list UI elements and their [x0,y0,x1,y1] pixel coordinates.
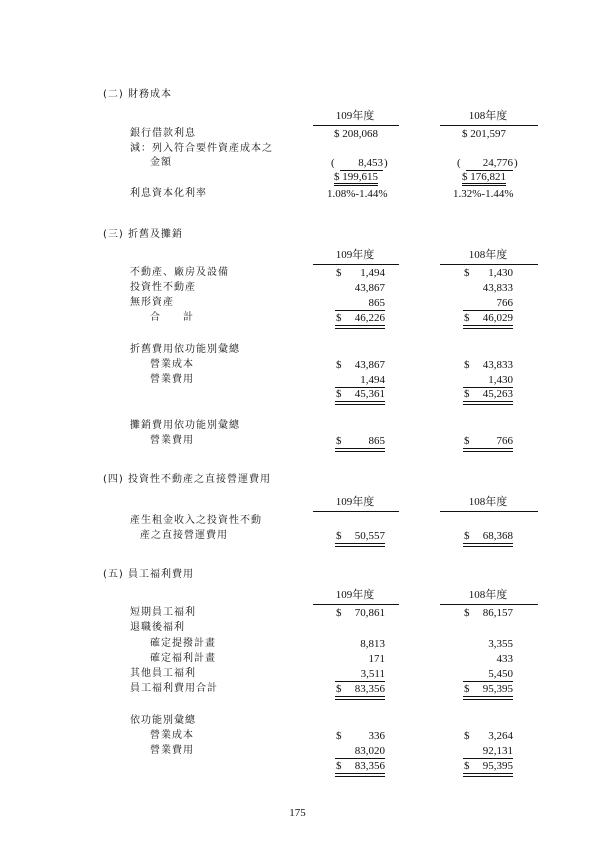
row-label: 其他員工福利 [130,668,196,679]
total-double-rule [463,401,513,405]
subtotal-rule [463,310,513,311]
subtotal-rule [335,310,385,311]
dollar-sign: $ [464,359,470,371]
paren-close: ) [514,157,518,169]
value-109: 1,494 [360,374,385,386]
column-header-108: 108年度 [468,589,508,601]
row-label: 營業成本 [150,359,194,370]
subtotal-rule [463,758,513,759]
total-double-rule [463,696,513,700]
value-109: 50,557 [354,530,385,542]
dollar-sign: $ [464,388,470,400]
header-rule [440,264,538,265]
value-109: 3,511 [360,668,385,680]
header-rule [313,264,399,265]
dollar-sign: $ [336,267,342,279]
row-label: 營業費用 [150,435,194,446]
total-double-rule [335,543,385,547]
row-label: 產之直接營運費用 [140,530,228,541]
value-108: 43,833 [482,359,513,371]
row-label: 減：列入符合要件資產成本之 [130,143,273,154]
value-108: 3,264 [488,730,513,742]
row-label: 確定提撥計畫 [150,638,216,649]
column-header-109: 109年度 [335,589,375,601]
column-header-109: 109年度 [335,249,375,261]
dollar-sign: $ [464,530,470,542]
value-108: 1,430 [488,267,513,279]
dollar-sign: $ [336,359,342,371]
row-label: 產生租金收入之投資性不動 [130,515,262,526]
dollar-sign: $ [336,530,342,542]
value-109: 336 [368,730,385,742]
value-109: 1.08%-1.44% [327,188,388,200]
dollar-sign: $ [336,760,342,772]
value-108: 433 [496,653,513,665]
row-label: 折舊費用依功能別彙總 [130,344,240,355]
section-title-finance-cost: (二) 財務成本 [103,89,172,100]
value-109: 83,356 [354,760,385,772]
total-double-rule [335,401,385,405]
row-label: 銀行借款利息 [130,128,196,139]
value-108: 92,131 [482,745,513,757]
value-109: 865 [368,435,385,447]
total-double-rule [335,773,385,777]
row-label: 確定福利計畫 [150,653,216,664]
dollar-sign: $ [336,607,342,619]
row-label: 無形資產 [130,297,174,308]
column-header-109: 109年度 [335,110,375,122]
header-rule [313,125,399,126]
header-rule [313,511,399,512]
value-108: 766 [496,297,513,309]
row-label: 利息資本化利率 [130,188,207,199]
value-108: 95,395 [482,683,513,695]
dollar-sign: $ [336,388,342,400]
value-108: 766 [496,435,513,447]
section-title-investment-property: (四) 投資性不動產之直接營運費用 [103,474,271,485]
total-double-rule [335,325,385,329]
value-109: 83,356 [354,683,385,695]
value-109: 45,361 [354,388,385,400]
value-108: $ 201,597 [462,128,506,140]
column-header-109: 109年度 [335,496,375,508]
total-double-rule [335,696,385,700]
total-double-rule [463,773,513,777]
column-header-108: 108年度 [468,496,508,508]
value-108: 1.32%-1.44% [453,188,514,200]
value-109: 83,020 [354,745,385,757]
value-109: 1,494 [360,267,385,279]
paren-open: ( [331,157,335,169]
value-109: $ 199,615 [334,172,378,186]
dollar-sign: $ [336,730,342,742]
total-double-rule [335,448,385,452]
value-109: 8,813 [360,638,385,650]
value-109: 43,867 [354,359,385,371]
total-double-rule [463,543,513,547]
subtotal-rule [335,758,385,759]
dollar-sign: $ [464,435,470,447]
value-108: 5,450 [488,668,513,680]
value-109: 171 [368,653,385,665]
page-number: 175 [289,807,306,819]
value-108: 68,368 [482,530,513,542]
value-108: 3,355 [488,638,513,650]
paren-close: ) [384,157,388,169]
value-108: 43,833 [482,282,513,294]
row-label: 營業成本 [150,730,194,741]
value-108: $ 176,821 [462,172,506,186]
value-108: 24,776 [466,158,513,171]
dollar-sign: $ [336,435,342,447]
subtotal-rule [335,681,385,682]
row-label: 合 計 [150,312,194,323]
value-108: 86,157 [482,607,513,619]
dollar-sign: $ [464,312,470,324]
section-title-employee-benefits: (五) 員工福利費用 [103,569,194,580]
row-label: 營業費用 [150,745,194,756]
dollar-sign: $ [464,760,470,772]
header-rule [440,511,538,512]
dollar-sign: $ [464,267,470,279]
row-label: 員工福利費用合計 [130,683,218,694]
row-label: 攤銷費用依功能別彙總 [130,420,240,431]
header-rule [313,604,399,605]
value-108: 45,263 [482,388,513,400]
value-109: 8,453 [340,158,383,171]
value-109: $ 208,068 [334,128,378,140]
paren-open: ( [457,157,461,169]
row-label: 依功能別彙總 [130,715,196,726]
row-label: 營業費用 [150,374,194,385]
dollar-sign: $ [464,683,470,695]
total-double-rule [463,448,513,452]
value-109: 70,861 [354,607,385,619]
row-label: 投資性不動產 [130,282,196,293]
column-header-108: 108年度 [468,110,508,122]
header-rule [440,125,538,126]
dollar-sign: $ [464,607,470,619]
value-109: 865 [368,297,385,309]
row-label: 短期員工福利 [130,607,196,618]
row-label: 不動產、廠房及設備 [130,267,229,278]
value-108: 46,029 [482,312,513,324]
value-108: 1,430 [488,374,513,386]
total-double-rule [463,325,513,329]
dollar-sign: $ [336,312,342,324]
header-rule [440,604,538,605]
section-title-depreciation: (三) 折舊及攤銷 [103,229,183,240]
row-label: 金額 [150,157,172,168]
dollar-sign: $ [336,683,342,695]
value-109: 43,867 [354,282,385,294]
column-header-108: 108年度 [468,249,508,261]
value-108: 95,395 [482,760,513,772]
value-109: 46,226 [354,312,385,324]
dollar-sign: $ [464,730,470,742]
row-label: 退職後福利 [130,622,185,633]
subtotal-rule [463,681,513,682]
